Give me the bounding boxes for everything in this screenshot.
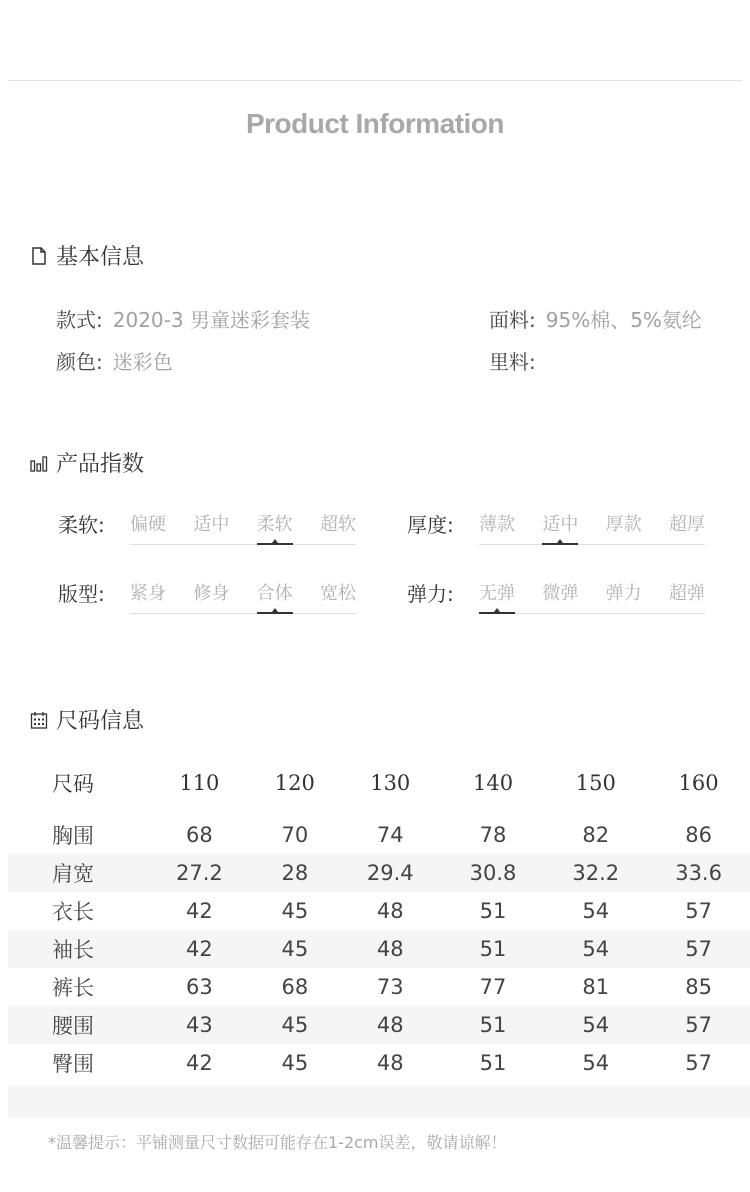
softness-scale: [130, 512, 356, 545]
table-row: 胸围 68 70 74 78 82 86: [52, 823, 712, 848]
size-header-150: 150: [575, 771, 616, 795]
size-info-heading: [30, 704, 144, 735]
scale-option: 弹力: [605, 583, 642, 604]
scale-option: 微弹: [542, 583, 579, 604]
scale-option: 宽松: [319, 583, 356, 604]
size-header-110: 110: [179, 771, 220, 795]
elasticity-scale: [479, 581, 705, 614]
size-header-130: 130: [370, 771, 411, 795]
field-color: 颜色: 迷彩色: [56, 350, 173, 374]
index-thickness: 厚度: 薄款 适中 厚款 超厚: [407, 512, 705, 545]
index-softness: 柔软: 偏硬 适中 柔软 超软: [58, 512, 356, 545]
table-row: 臀围 42 45 48 51 54 57: [52, 1051, 712, 1076]
thickness-scale: [479, 512, 705, 545]
bar-chart-icon: [30, 454, 48, 472]
size-header-140: 140: [472, 771, 514, 795]
product-index-title: 产品指数: [56, 452, 145, 477]
size-table-header: [8, 762, 750, 804]
index-elasticity: 弹力: 无弹 微弹 弹力 超弹: [407, 581, 705, 614]
size-table: [8, 762, 750, 1082]
table-row: 衣长 42 45 48 51 54 57: [52, 899, 712, 924]
field-lining: 里料:: [489, 350, 536, 374]
basic-info-title: 基本信息: [56, 245, 145, 270]
scale-option-selected: 适中: [542, 512, 578, 538]
scale-option: 薄款: [479, 514, 515, 535]
table-footer-band: [8, 1086, 750, 1118]
index-fit: 版型: 紧身 修身 合体 宽松: [58, 581, 356, 614]
document-icon: [30, 247, 48, 265]
size-header-label: 尺码: [52, 772, 94, 796]
scale-option: 紧身: [130, 583, 166, 604]
scale-option: 厚款: [605, 514, 642, 535]
scale-option-selected: 柔软: [257, 512, 293, 538]
scale-option: 偏硬: [130, 514, 166, 535]
table-row: 袖长 42 45 48 51 54 57: [8, 930, 750, 968]
table-row: 腰围 43 45 48 51 54 57: [8, 1006, 750, 1044]
scale-option: 修身: [193, 583, 230, 604]
field-fabric: 面料: 95%棉、5%氨纶: [489, 308, 702, 332]
scale-option-selected: 合体: [257, 581, 293, 607]
scale-option-selected: 无弹: [479, 581, 515, 607]
fit-scale: [130, 581, 356, 614]
scale-option: 超弹: [668, 583, 705, 604]
table-row: 肩宽 27.2 28 29.4 30.8 32.2 33.6: [8, 854, 750, 892]
field-style: 款式: 2020-3 男童迷彩套装: [56, 308, 310, 332]
size-header-160: 160: [678, 771, 719, 795]
scale-option: 超厚: [668, 514, 705, 535]
measurement-note: *温馨提示：平铺测量尺寸数据可能存在1-2cm误差，敬请谅解！: [48, 1133, 507, 1152]
scale-option: 适中: [193, 514, 230, 535]
size-info-title: 尺码信息: [56, 709, 145, 734]
top-divider: [8, 80, 742, 81]
basic-info-heading: [30, 240, 144, 271]
scale-option: 超软: [319, 514, 356, 535]
product-index-heading: [30, 447, 144, 478]
size-header-120: 120: [274, 771, 315, 795]
page-title: Product Information: [245, 108, 505, 139]
table-row: 裤长 63 68 73 77 81 85: [52, 975, 712, 1000]
calendar-grid-icon: [30, 711, 48, 729]
